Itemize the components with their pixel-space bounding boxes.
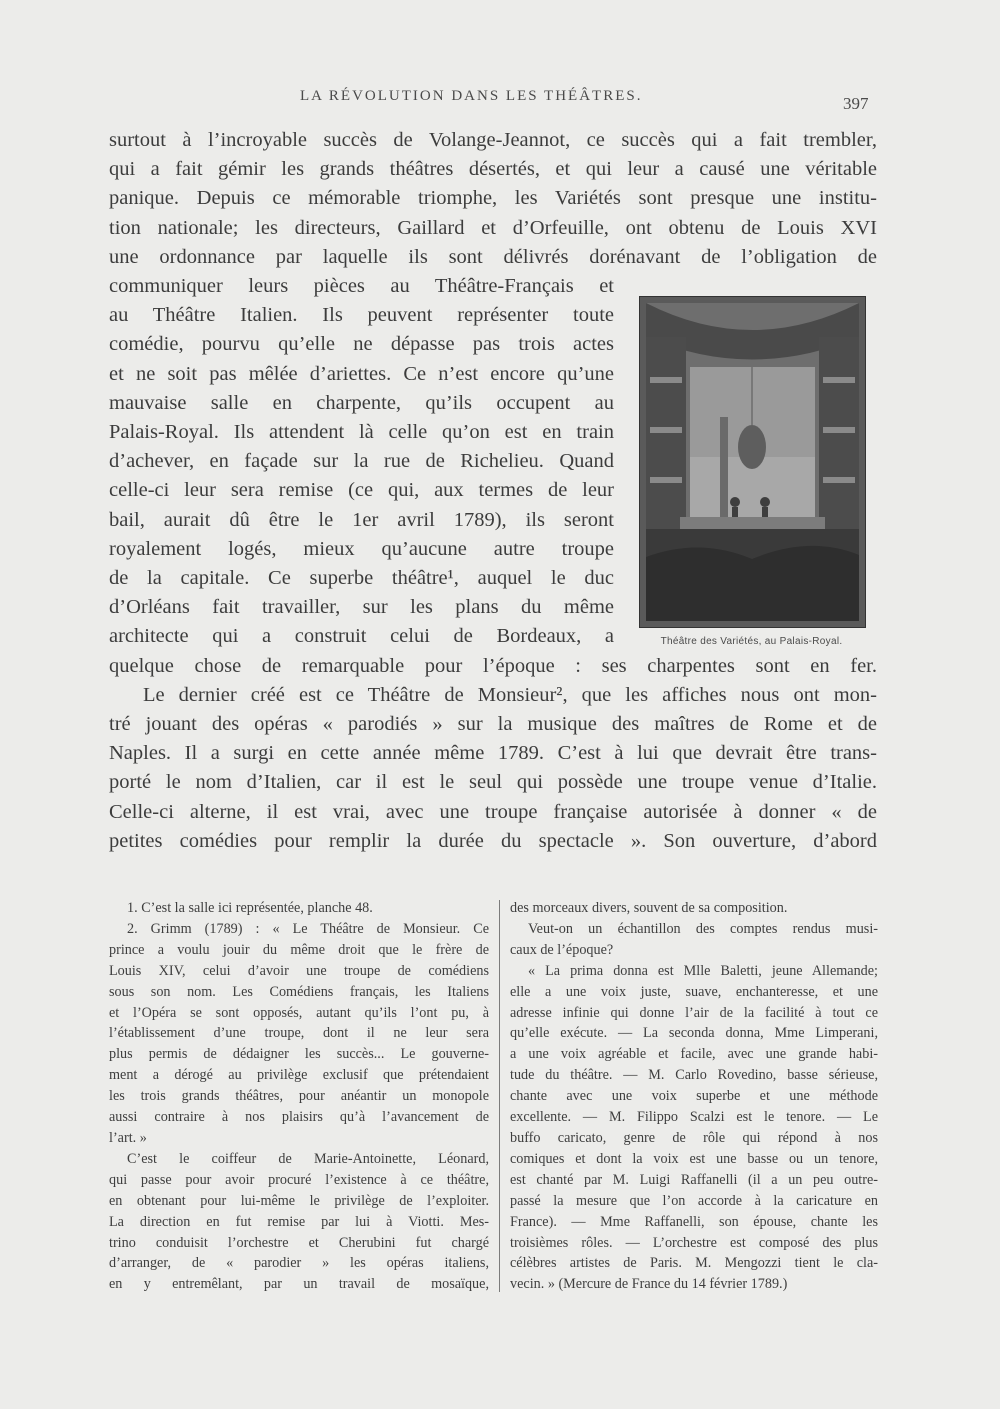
text-line: quelque chose de remarquable pour l’époque : ses charpentes sont en fer.	[109, 654, 877, 677]
text-line: de la capitale. Ce superbe théâtre¹, auquel le duc	[109, 567, 614, 590]
text-line: Le dernier créé est ce Théâtre de Monsieur², que les affiches nous ont mon-	[143, 683, 877, 706]
footnote-line: d’arranger, de « parodier » les opéras italiens,	[109, 1255, 489, 1272]
footnote-line: aussi contraire à nos plaisirs qu’à l’avancement de	[109, 1109, 489, 1126]
text-line: tré jouant des opéras « parodiés » sur la musique des maîtres de Rome et de	[109, 713, 877, 736]
text-line: qui a fait gémir les grands théâtres désertés, et qui leur a causé une véritable	[109, 158, 877, 181]
footnote-line: buffo caricato, genre de rôle qui répond à nos	[510, 1129, 878, 1146]
text-line: d’achever, en façade sur la rue de Richelieu. Quand	[109, 450, 614, 473]
page-header	[0, 88, 1000, 118]
text-line: royalement logés, mieux qu’aucune autre troupe	[109, 537, 614, 560]
footnote-line: ment a dérogé au privilège exclusif que prétendaient	[109, 1067, 489, 1084]
footnote-line: adresse infinie qui donne l’air de la facilité à tout ce	[510, 1004, 878, 1021]
footnote-line: a une voix agréable et facile, avec une grande habi-	[510, 1046, 878, 1063]
text-line: d’Orléans fait travailler, sur les plans du même	[109, 596, 614, 619]
footnote-line: France). — Mme Raffanelli, son épouse, chante les	[510, 1213, 878, 1230]
footnote-line: des morceaux divers, souvent de sa composition.	[510, 900, 788, 916]
footnote-line: qu’elle exécute. — La seconda donna, Mme Limperani,	[510, 1025, 878, 1042]
footnote-line: passé la mesure que l’on accorde à la caricature en	[510, 1192, 878, 1209]
text-line: une ordonnance par laquelle ils sont délivrés dorénavant de l’obligation de	[109, 245, 877, 268]
footnote-line: trino conduisit l’orchestre et Cherubini fut chargé	[109, 1234, 489, 1251]
footnotes-right-column	[510, 898, 878, 1295]
footnote-line: et l’Opéra se sont opposés, autant qu’ils l’ont pu, à	[109, 1004, 489, 1021]
footnote-line: Louis XIV, celui d’avoir une troupe de comédiens	[109, 962, 489, 979]
text-line: communiquer leurs pièces au Théâtre-Français et	[109, 275, 614, 298]
column-divider	[499, 900, 500, 1292]
footnote-line: C’est le coiffeur de Marie-Antoinette, Léonard,	[127, 1150, 489, 1167]
footnote-line: 2. Grimm (1789) : « Le Théâtre de Monsieur. Ce	[127, 920, 489, 937]
text-line: comédie, pourvu qu’elle ne dépasse pas trois actes	[109, 333, 614, 356]
footnote-line: en y entremêlant, par un travail de mosaïque,	[109, 1276, 489, 1293]
footnote-line: qui passe pour avoir procuré l’existence à ce théâtre,	[109, 1171, 489, 1188]
footnote-line: comiques et dont la voix est une basse ou un tenore,	[510, 1150, 878, 1167]
text-line: mauvaise salle en charpente, qu’ils occupent au	[109, 391, 614, 414]
text-line: au Théâtre Italien. Ils peuvent représenter toute	[109, 304, 614, 327]
footnote-line: elle a une voix juste, suave, enchanteresse, et une	[510, 983, 878, 1000]
footnote-line: caux de l’époque?	[510, 941, 614, 958]
footnote-line: vecin. » (Mercure de France du 14 février 1789.)	[510, 1276, 788, 1293]
footnote-line: plus permis de dédaigner les succès... Le gouverne-	[109, 1046, 489, 1063]
text-line: et ne soit pas mêlée d’ariettes. Ce n’est encore qu’une	[109, 362, 614, 385]
footnote-line: sous son nom. Les Comédiens français, les Italiens	[109, 983, 489, 1000]
footnote-line: 1. C’est la salle ici représentée, planche 48.	[127, 900, 373, 916]
text-line: celle-ci leur sera remise (ce qui, aux termes de leur	[109, 479, 614, 502]
page-number: 397	[843, 94, 869, 113]
footnote-line: tude du théâtre. — M. Carlo Rovedino, basse sérieuse,	[510, 1067, 878, 1084]
footnote-line: célèbres artistes de Paris. M. Mengozzi tient le cla-	[510, 1255, 878, 1272]
footnote-line: l’art. »	[109, 1129, 147, 1146]
text-line: Naples. Il a surgi en cette année même 1789. C’est à lui que devrait être trans-	[109, 742, 877, 765]
footnote-line: l’établissement d’une troupe, dont il ne leur sera	[109, 1025, 489, 1042]
text-line: Celle-ci alterne, il est vrai, avec une troupe française autorisée à donner « de	[109, 800, 877, 823]
footnotes-left-column	[109, 898, 489, 1295]
text-line: panique. Depuis ce mémorable triomphe, les Variétés sont presque une institu-	[109, 187, 877, 210]
text-line: tion nationale; les directeurs, Gaillard et d’Orfeuille, ont obtenu de Louis XVI	[109, 216, 877, 239]
running-title: LA RÉVOLUTION DANS LES THÉÂTRES.	[300, 88, 643, 104]
text-line: bail, aurait dû être le 1er avril 1789), ils seront	[109, 508, 614, 531]
footnote-line: prince a voulu jouir du même droit que le frère de	[109, 941, 489, 958]
footnote-line: troisièmes rôles. — L’orchestre est composé des plus	[510, 1234, 878, 1251]
footnote-line: La direction en fut remise par lui à Viotti. Mes-	[109, 1213, 489, 1230]
footnote-line: chante avec une voix superbe et une méthode	[510, 1088, 878, 1105]
engraving-image	[639, 296, 866, 628]
text-line: architecte qui a construit celui de Bordeaux, a	[109, 625, 614, 648]
footnote-line: « La prima donna est Mlle Baletti, jeune Allemande;	[528, 962, 878, 979]
text-line: porté le nom d’Italien, car il est le seul qui possède une troupe venue d’Italie.	[109, 771, 877, 794]
theatre-illustration	[639, 296, 864, 626]
footnote-line: excellente. — M. Filippo Scalzi est le tenore. — Le	[510, 1109, 878, 1126]
text-line: Palais-Royal. Ils attendent là celle qu’on est en train	[109, 421, 614, 444]
footnote-line: les trois grands théâtres, pour anéantir un monopole	[109, 1088, 489, 1105]
footnote-line: Veut-on un échantillon des comptes rendus musi-	[528, 920, 878, 937]
footnote-line: est chanté par M. Luigi Raffanelli (il a un peu outre-	[510, 1171, 878, 1188]
text-line: surtout à l’incroyable succès de Volange-Jeannot, ce succès qui a fait trembler,	[109, 129, 877, 151]
footnote-line: en obtenant pour lui-même le privilège de l’exploiter.	[109, 1192, 489, 1209]
figure-caption: Théâtre des Variétés, au Palais-Royal.	[660, 636, 843, 647]
text-line: petites comédies pour remplir la durée du spectacle ». Son ouverture, d’abord	[109, 829, 877, 852]
